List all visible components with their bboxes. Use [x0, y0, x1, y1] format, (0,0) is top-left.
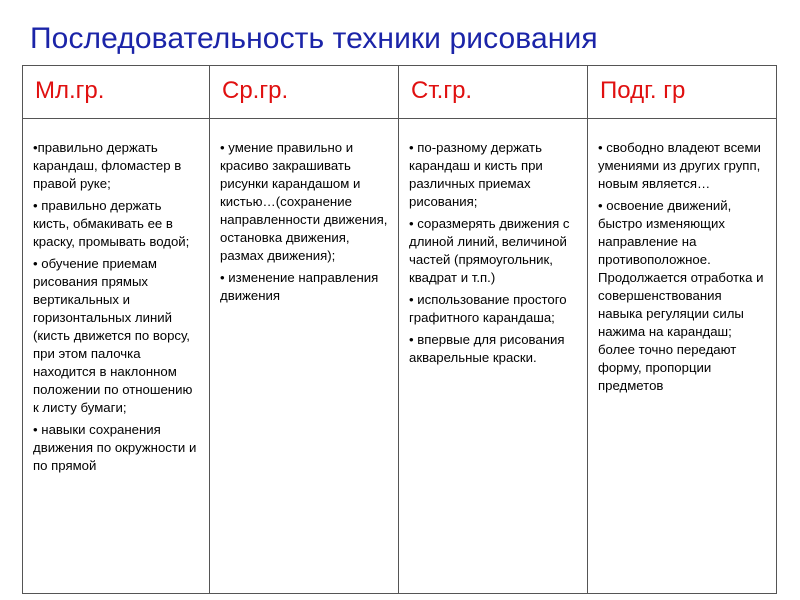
column-header-preparatory: Подг. гр	[588, 66, 776, 119]
list-item: • соразмерять движения с длиной линий, величиной частей (прямоугольник, квадрат и т.п.)	[409, 216, 570, 285]
column-body-middle	[210, 119, 399, 593]
list-item: • правильно держать кисть, обмакивать ее в краску, промывать водой;	[33, 198, 190, 249]
list-item: • умение правильно и красиво закрашивать рисунки карандашом и кистью…(сохранение направленности движения, остановка движения, размах движения);	[220, 140, 388, 263]
column-header-middle: Ср.гр.	[210, 66, 399, 119]
column-header-junior: Мл.гр.	[23, 66, 210, 119]
list-item: • изменение направления движения	[220, 270, 379, 303]
column-body-junior	[23, 119, 210, 593]
column-body-preparatory	[588, 119, 776, 593]
list-item: • свободно владеют всеми умениями из других групп, новым является…	[598, 140, 761, 191]
list-item: • по-разному держать карандаш и кисть при различных приемах рисования;	[409, 140, 543, 209]
drawing-technique-table	[22, 65, 777, 594]
column-header-senior: Ст.гр.	[399, 66, 588, 119]
page-title: Последовательность техники рисования	[30, 22, 598, 55]
list-item: •правильно держать карандаш, фломастер в правой руке;	[33, 140, 182, 191]
list-item: • навыки сохранения движения по окружности и по прямой	[33, 422, 197, 473]
list-item: • впервые для рисования акварельные краски.	[409, 332, 565, 365]
list-item: • использование простого графитного карандаша;	[409, 292, 567, 325]
list-item: • обучение приемам рисования прямых вертикальных и горизонтальных линий (кисть движется по ворсу, при этом палочка находится в наклонном положении по отношению к листу бумаги;	[33, 256, 193, 415]
column-body-senior	[399, 119, 588, 593]
list-item: • освоение движений, быстро изменяющих направление на противоположное. Продолжается отработка и совершенствования навыка регуляции силы нажима на карандаш; более точно передают форму, пропорции предметов	[598, 198, 764, 393]
